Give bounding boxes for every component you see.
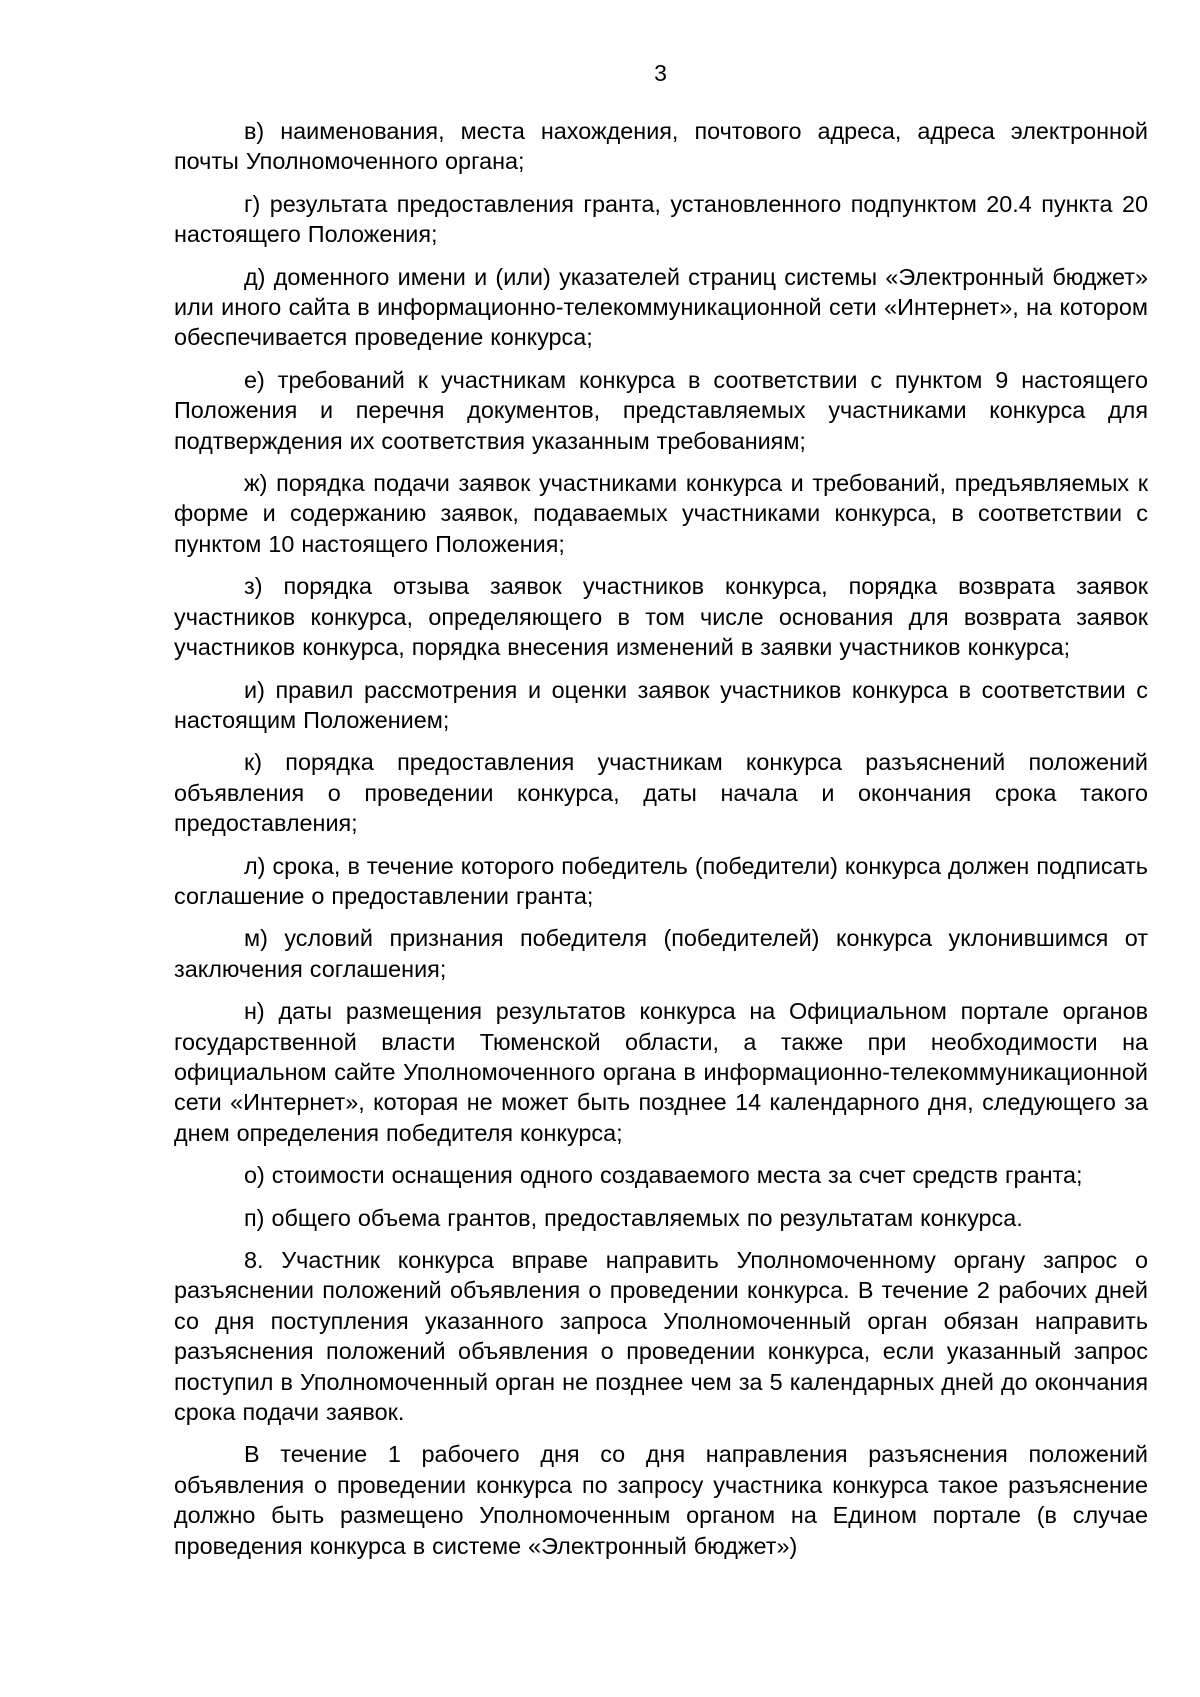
document-body	[174, 116, 1148, 1573]
clause-8-continuation: В течение 1 рабочего дня со дня направления разъяснения положений объявления о проведении конкурса по запросу участника конкурса такое разъяснение должно быть размещено Уполномоченным органом на Едином портале (в случае проведения конкурса в системе «Электронный бюджет»)	[174, 1441, 1148, 1559]
list-item-g: г) результата предоставления гранта, установленного подпунктом 20.4 пункта 20 настоящего Положения;	[174, 190, 1148, 248]
list-item-d: д) доменного имени и (или) указателей страниц системы «Электронный бюджет» или иного сайта в информационно-телекоммуникационной сети «Интернет», на котором обеспечивается проведение конкурса;	[174, 263, 1148, 351]
list-item-l: л) срока, в течение которого победитель (победители) конкурса должен подписать соглашение о предоставлении гранта;	[174, 852, 1148, 909]
list-item-k: к) порядка предоставления участникам конкурса разъяснений положений объявления о проведении конкурса, даты начала и окончания срока такого предоставления;	[174, 749, 1148, 837]
list-item-n: н) даты размещения результатов конкурса на Официальном портале органов государственной власти Тюменской области, а также при необходимости на официальном сайте Уполномоченного органа в информационно-телекоммуникационной сети «Интернет», которая не может быть позднее 14 календарного дня, следующего за днем определения победителя конкурса;	[174, 998, 1148, 1146]
list-item-o: о) стоимости оснащения одного создаваемого места за счет средств гранта;	[244, 1162, 1083, 1189]
list-item-v: в) наименования, места нахождения, почтового адреса, адреса электронной почты Уполномоченного органа;	[174, 118, 1148, 175]
list-item-e: е) требований к участникам конкурса в соответствии с пунктом 9 настоящего Положения и перечня документов, представляемых участниками конкурса для подтверждения их соответствия указанным требованиям;	[174, 366, 1148, 454]
list-item-z: з) порядка отзыва заявок участников конкурса, порядка возврата заявок участников конкурса, определяющего в том числе основания для возврата заявок участников конкурса, порядка внесения изменений в заявки участников конкурса;	[174, 573, 1148, 661]
list-item-zh: ж) порядка подачи заявок участниками конкурса и требований, предъявляемых к форме и содержанию заявок, подаваемых участниками конкурса, в соответствии с пунктом 10 настоящего Положения;	[174, 470, 1148, 557]
list-item-i: и) правил рассмотрения и оценки заявок участников конкурса в соответствии с настоящим Положением;	[174, 676, 1148, 733]
list-item-p: п) общего объема грантов, предоставляемых по результатам конкурса.	[244, 1204, 1023, 1231]
page-number: 3	[654, 60, 667, 86]
clause-8: 8. Участник конкурса вправе направить Уполномоченному органу запрос о разъяснении положений объявления о проведении конкурса. В течение 2 рабочих дней со дня поступления указанного запроса Уполномоченный орган обязан направить разъяснения положений объявления о проведении конкурса, если указанный запрос поступил в Уполномоченный орган не позднее чем за 5 календарных дней до окончания срока подачи заявок.	[174, 1247, 1148, 1426]
list-item-m: м) условий признания победителя (победителей) конкурса уклонившимся от заключения соглашения;	[174, 925, 1148, 982]
